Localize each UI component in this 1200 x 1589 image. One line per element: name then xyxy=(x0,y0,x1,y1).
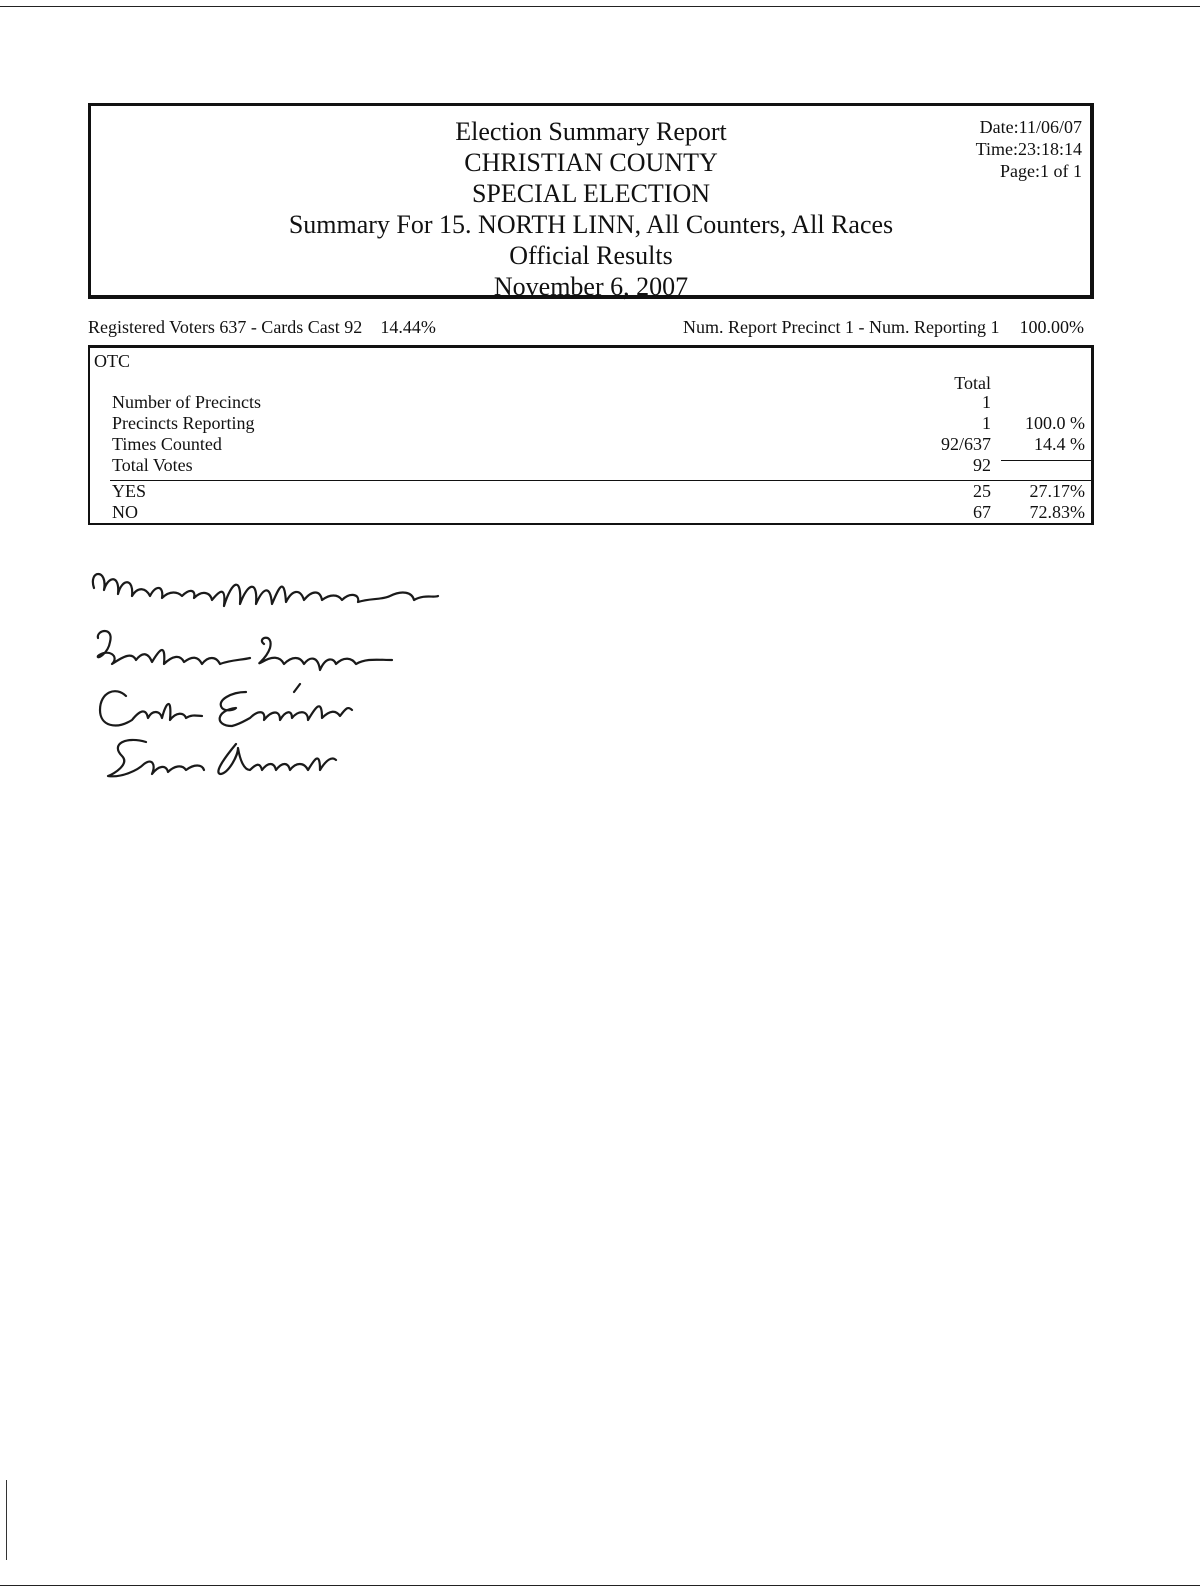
race-results-table xyxy=(88,345,1094,525)
total-column-header: Total xyxy=(954,373,991,393)
stat-value: 92/637 xyxy=(940,434,991,454)
choice-votes: 25 xyxy=(973,481,991,501)
turnout-left xyxy=(88,315,436,339)
election-date: November 6, 2007 xyxy=(493,272,689,301)
table-row xyxy=(90,455,1091,476)
stat-pct: 14.4 % xyxy=(1034,434,1085,454)
report-header xyxy=(88,103,1094,299)
choice-votes: 67 xyxy=(973,502,991,522)
signature-block xyxy=(86,560,546,800)
signature-2 xyxy=(98,631,392,670)
stat-label: Number of Precincts xyxy=(112,392,261,412)
signature-4 xyxy=(108,740,336,776)
choice-label: NO xyxy=(112,502,138,522)
report-date: Date:11/06/07 xyxy=(979,117,1082,137)
turnout-pct: 14.44% xyxy=(380,317,436,337)
scan-left-mark xyxy=(6,1480,7,1560)
turnout-summary xyxy=(88,315,1084,339)
stat-label: Precincts Reporting xyxy=(112,413,255,433)
race-name: OTC xyxy=(94,351,130,371)
results-status: Official Results xyxy=(509,241,673,270)
signature-3 xyxy=(100,684,352,726)
registered-voters-text: Registered Voters 637 - Cards Cast 92 xyxy=(88,317,363,337)
precinct-reporting-text: Num. Report Precinct 1 - Num. Reporting 1 xyxy=(683,317,1000,337)
stat-value: 1 xyxy=(982,392,991,412)
report-meta xyxy=(976,116,1082,182)
report-time: Time:23:18:14 xyxy=(975,139,1082,159)
stat-value: 92 xyxy=(973,455,991,475)
election-type: SPECIAL ELECTION xyxy=(471,179,711,208)
summary-scope: Summary For 15. NORTH LINN, All Counters, All Races xyxy=(288,210,894,239)
stat-pct: 100.0 % xyxy=(1025,413,1085,433)
report-page: Page:1 of 1 xyxy=(1000,161,1082,181)
signature-1 xyxy=(93,574,438,606)
table-row xyxy=(90,502,1091,523)
table-row xyxy=(90,434,1091,455)
report-title: Election Summary Report xyxy=(455,117,727,146)
table-row xyxy=(90,392,1091,413)
stat-label: Total Votes xyxy=(112,455,193,475)
handwritten-signatures xyxy=(86,560,546,800)
table-row xyxy=(90,481,1091,502)
scan-bottom-border xyxy=(0,1585,1200,1586)
stat-label: Times Counted xyxy=(112,434,222,454)
scan-top-border xyxy=(0,6,1200,7)
choice-pct: 27.17% xyxy=(1029,481,1085,501)
choice-label: YES xyxy=(112,481,147,501)
reporting-right xyxy=(683,315,1084,339)
report-title-block xyxy=(91,116,1091,302)
table-row xyxy=(90,413,1091,434)
reporting-pct: 100.00% xyxy=(1019,317,1084,337)
stat-value: 1 xyxy=(982,413,991,433)
choice-pct: 72.83% xyxy=(1029,502,1085,522)
county-name: CHRISTIAN COUNTY xyxy=(464,148,718,177)
